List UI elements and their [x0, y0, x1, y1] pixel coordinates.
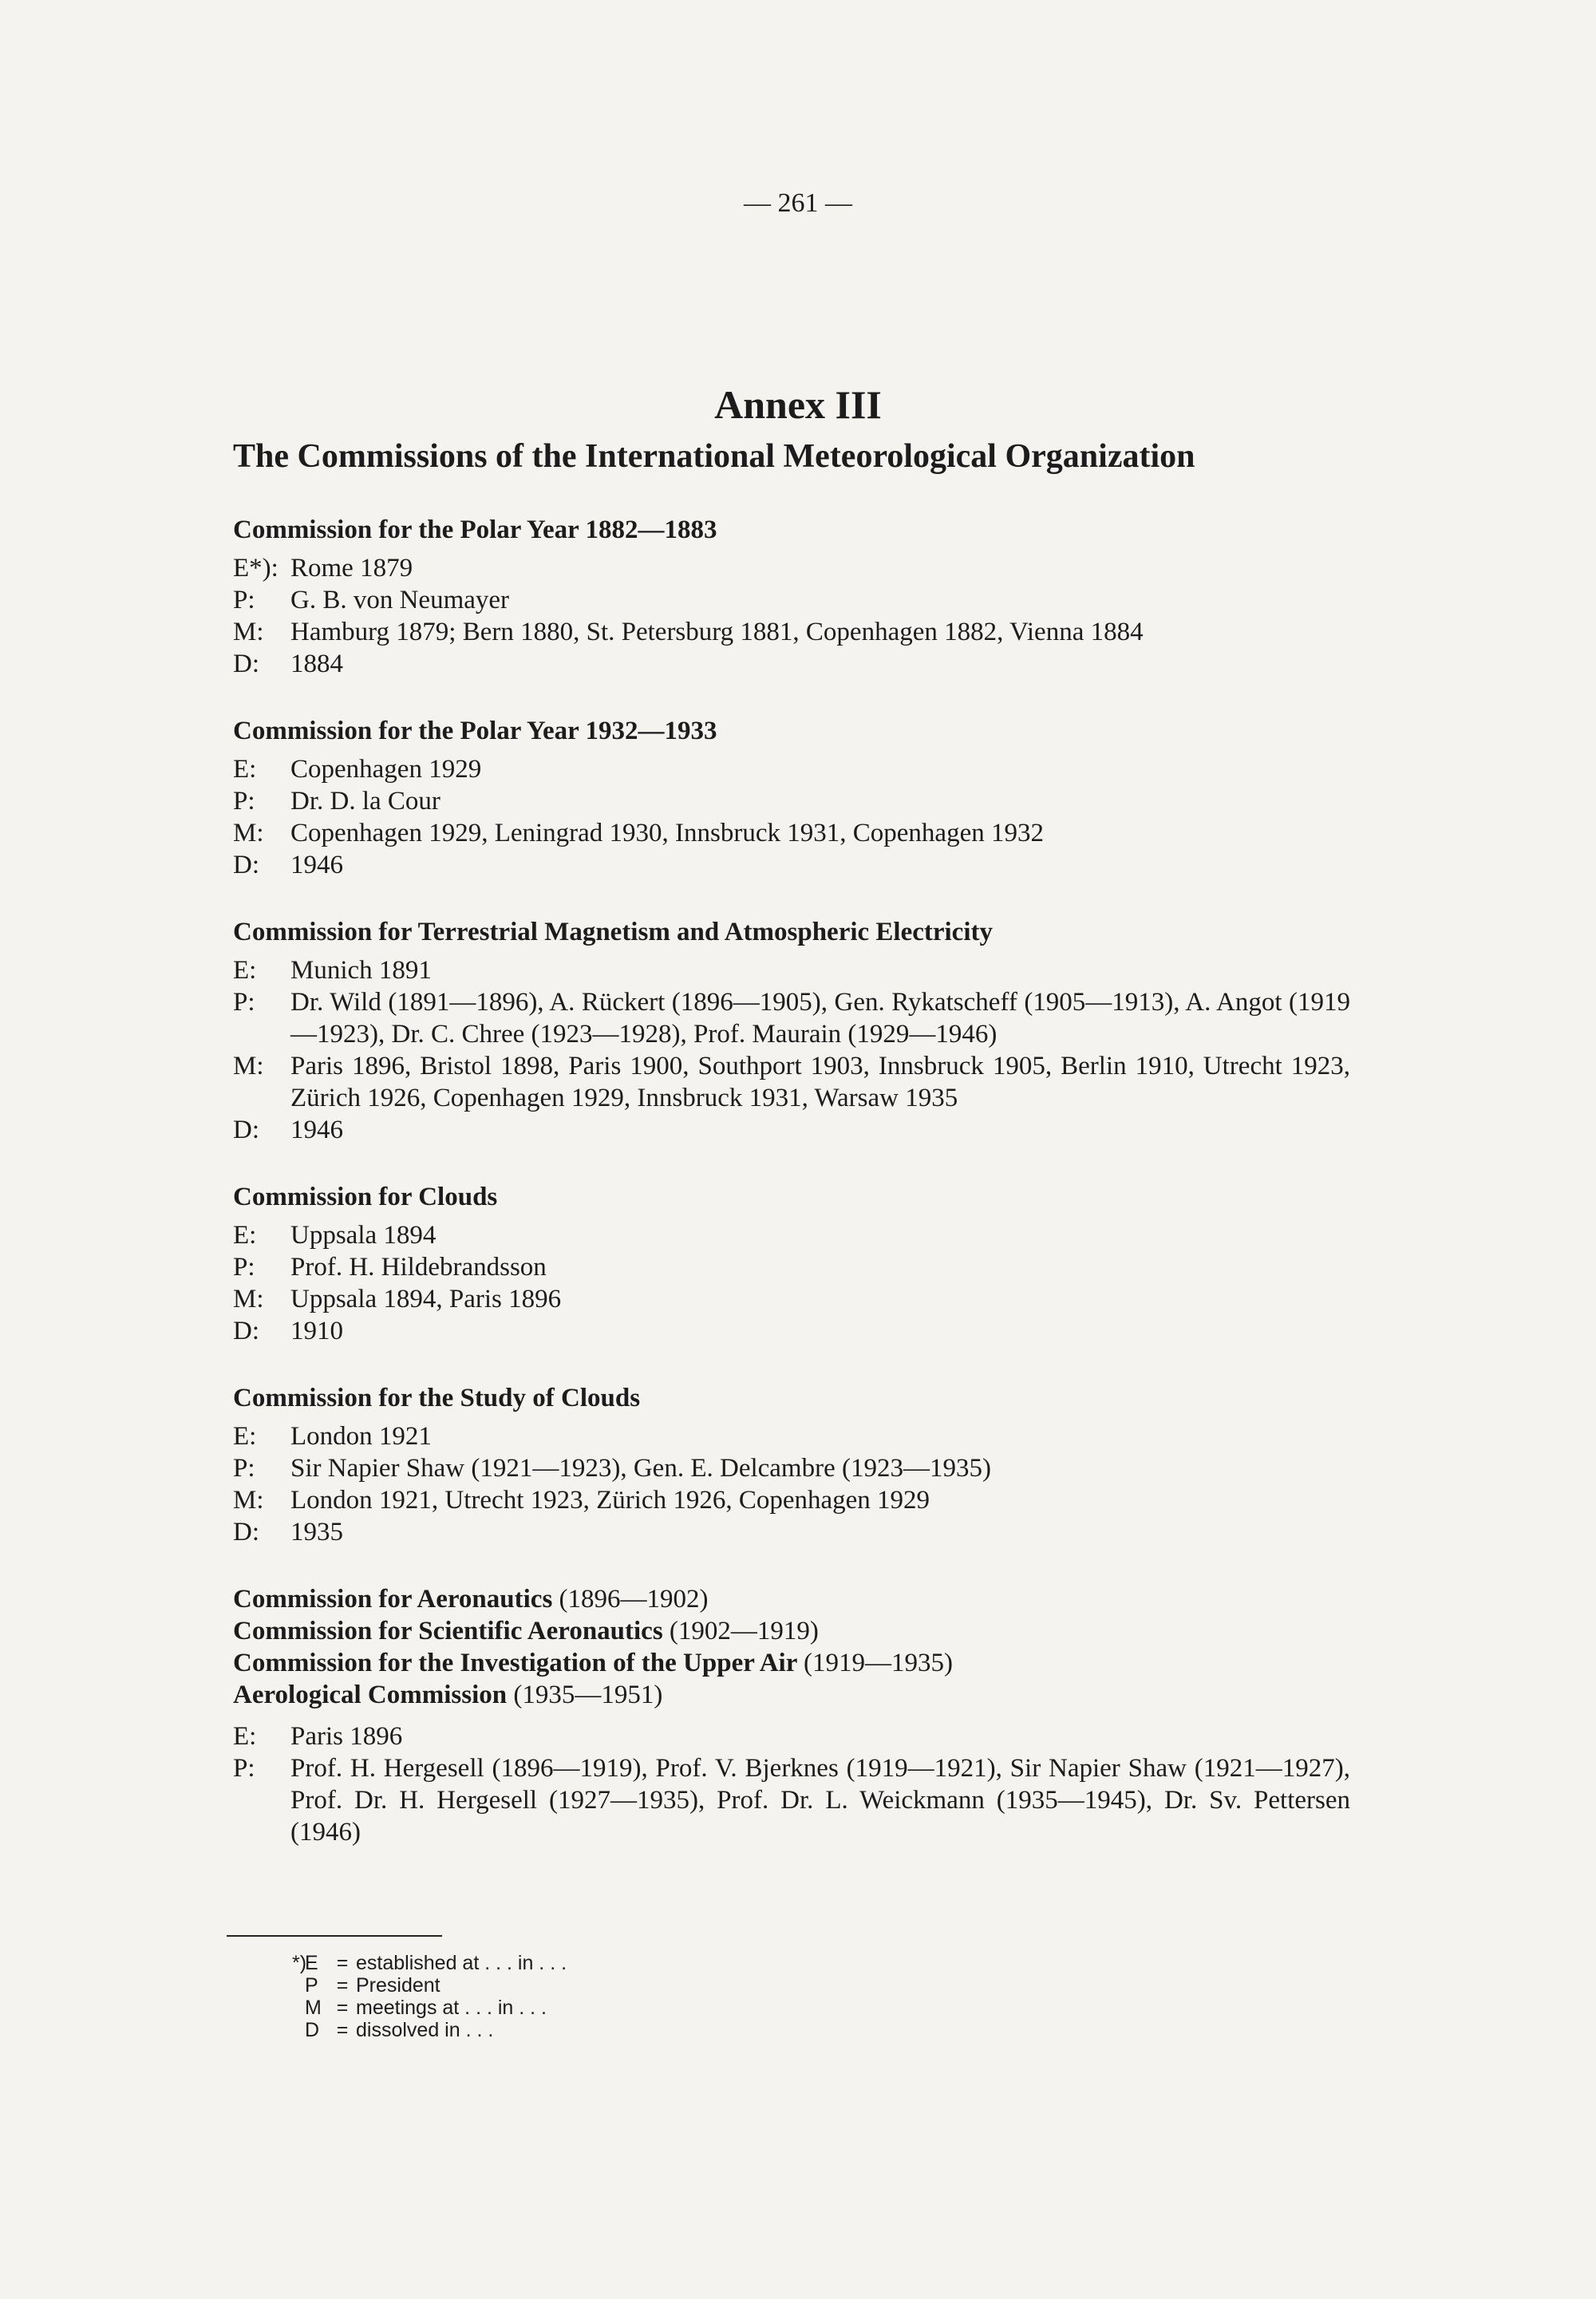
entry-president	[233, 986, 1350, 1050]
entry-president	[233, 1251, 1350, 1283]
heading-name: Commission for the Investigation of the Upper Air	[233, 1649, 797, 1677]
entry-established	[233, 954, 1350, 986]
entry-established	[233, 1420, 1350, 1452]
section-clouds	[233, 1181, 1350, 1347]
footnote-text: meetings at . . . in . . .	[356, 1997, 547, 2019]
footnotes	[292, 1952, 567, 2041]
entry-key: E:	[233, 1422, 257, 1451]
entry-established	[233, 1720, 1350, 1752]
footnote-equals: =	[336, 1997, 349, 2019]
heading-name: Commission for Scientific Aeronautics	[233, 1617, 663, 1645]
entry-key: P:	[233, 586, 255, 614]
footnote-equals: =	[336, 1974, 349, 1997]
entry-value: London 1921	[290, 1422, 432, 1451]
entry-value: Dr. D. la Cour	[290, 787, 440, 816]
entry-value: Uppsala 1894	[290, 1221, 437, 1250]
heading-name: Commission for Aeronautics	[233, 1585, 553, 1614]
entry-key: M:	[233, 1285, 264, 1313]
entry-key: E:	[233, 755, 257, 784]
entry-value: London 1921, Utrecht 1923, Zürich 1926, Copenhagen 1929	[290, 1486, 930, 1515]
section-study-of-clouds	[233, 1382, 1350, 1548]
entry-dissolved	[233, 648, 1350, 680]
entry-president	[233, 1452, 1350, 1484]
footnote-equals: =	[336, 1952, 349, 1974]
entry-key: D:	[233, 650, 259, 678]
entry-dissolved	[233, 1114, 1350, 1146]
entry-value: Copenhagen 1929	[290, 755, 482, 784]
heading-years: (1919—1935)	[804, 1649, 953, 1677]
section-heading	[233, 1679, 1350, 1711]
entry-value: 1884	[290, 650, 343, 678]
entry-established	[233, 1219, 1350, 1251]
entry-president	[233, 584, 1350, 616]
section-heading: Commission for the Study of Clouds	[233, 1384, 641, 1412]
footnote-text: President	[356, 1974, 440, 1997]
heading-years: (1902—1919)	[669, 1617, 819, 1645]
entry-value: Hamburg 1879; Bern 1880, St. Petersburg 1881, Copenhagen 1882, Vienna 1884	[290, 618, 1144, 646]
entry-key: P:	[233, 787, 255, 816]
entry-dissolved	[233, 849, 1350, 881]
section-heading	[233, 1583, 1350, 1615]
entry-value: 1946	[290, 1116, 343, 1144]
entry-value: Paris 1896	[290, 1722, 403, 1751]
entry-meetings	[233, 1283, 1350, 1315]
section-heading: Commission for Terrestrial Magnetism and Atmospheric Electricity	[233, 918, 993, 946]
footnote-row	[292, 1952, 567, 1974]
entry-key: D:	[233, 1518, 259, 1546]
footnote-key: D	[305, 2019, 320, 2041]
entry-dissolved	[233, 1315, 1350, 1347]
section-heading: Commission for the Polar Year 1932—1933	[233, 717, 717, 745]
footnote-key: E	[305, 1952, 318, 1974]
section-heading: Commission for Clouds	[233, 1183, 498, 1211]
heading-name: Aerological Commission	[233, 1681, 508, 1709]
footnote-row	[292, 2019, 567, 2041]
entry-president	[233, 1752, 1350, 1848]
entry-key: M:	[233, 1486, 264, 1515]
footnote-mark	[292, 2019, 305, 2041]
entry-key: M:	[233, 618, 264, 646]
entry-key: M:	[233, 1052, 264, 1080]
entry-value: Prof. H. Hildebrandsson	[290, 1253, 547, 1282]
entry-key: D:	[233, 1116, 259, 1144]
entry-key: E:	[233, 1221, 257, 1250]
entry-key: P:	[233, 1454, 255, 1483]
section-terrestrial-magnetism	[233, 916, 1350, 1146]
entry-value: Sir Napier Shaw (1921—1923), Gen. E. Delcambre (1923—1935)	[290, 1454, 991, 1483]
entry-meetings	[233, 1050, 1350, 1114]
heading-years: (1896—1902)	[559, 1585, 709, 1614]
entry-key: P:	[233, 988, 255, 1017]
entry-key: D:	[233, 1317, 259, 1345]
footnote-equals: =	[336, 2019, 349, 2041]
footnote-mark	[292, 1997, 305, 2019]
entry-key: P:	[233, 1754, 255, 1783]
entry-value: Copenhagen 1929, Leningrad 1930, Innsbruck 1931, Copenhagen 1932	[290, 819, 1044, 847]
section-polar-year-1882	[233, 514, 1350, 680]
page-number: — 261 —	[744, 188, 852, 218]
page-title: The Commissions of the International Meteorological Organization	[233, 438, 1195, 475]
entry-president	[233, 785, 1350, 817]
entry-key: D:	[233, 851, 259, 879]
heading-years: (1935—1951)	[513, 1681, 663, 1709]
commission-list	[233, 514, 1350, 1883]
entry-established	[233, 552, 1350, 584]
entry-value: Munich 1891	[290, 956, 432, 985]
entry-key: M:	[233, 819, 264, 847]
entry-value: 1946	[290, 851, 343, 879]
entry-value: 1935	[290, 1518, 343, 1546]
footnote-mark	[292, 1974, 305, 1997]
aerology-headings	[233, 1583, 1350, 1711]
section-heading	[233, 1647, 1350, 1679]
entry-key: E*):	[233, 554, 279, 583]
entry-value: G. B. von Neumayer	[290, 586, 510, 614]
entry-established	[233, 753, 1350, 785]
entry-dissolved	[233, 1516, 1350, 1548]
footnote-row	[292, 1997, 567, 2019]
footnote-key: P	[305, 1974, 318, 1997]
entry-key: E:	[233, 956, 257, 985]
footnote-mark: *)	[292, 1952, 307, 1974]
footnote-key: M	[305, 1997, 322, 2019]
annex-title: Annex III	[714, 382, 882, 427]
entry-meetings	[233, 1484, 1350, 1516]
entry-value: Prof. H. Hergesell (1896—1919), Prof. V. Bjerknes (1919—1921), Sir Napier Shaw (1921—1927), Prof. Dr. H. Hergesell (1927—1935), Prof. Dr. L. Weickmann (1935—1945), Dr. Sv. Pettersen (1946)	[290, 1754, 1350, 1847]
entry-value: Paris 1896, Bristol 1898, Paris 1900, Southport 1903, Innsbruck 1905, Berlin 1910, Utrecht 1923, Zürich 1926, Copenhagen 1929, Innsbruck 1931, Warsaw 1935	[290, 1052, 1350, 1112]
entry-value: 1910	[290, 1317, 343, 1345]
section-heading	[233, 1615, 1350, 1647]
section-heading: Commission for the Polar Year 1882—1883	[233, 515, 717, 544]
entry-meetings	[233, 817, 1350, 849]
entry-value: Uppsala 1894, Paris 1896	[290, 1285, 562, 1313]
footnote-divider	[227, 1935, 442, 1937]
entry-key: E:	[233, 1722, 257, 1751]
section-aerology	[233, 1583, 1350, 1848]
entry-key: P:	[233, 1253, 255, 1282]
entry-value: Rome 1879	[290, 554, 413, 583]
section-polar-year-1932	[233, 715, 1350, 881]
entry-value: Dr. Wild (1891—1896), A. Rückert (1896—1905), Gen. Rykatscheff (1905—1913), A. Angot (1919—1923), Dr. C. Chree (1923—1928), Prof. Maurain (1929—1946)	[290, 988, 1350, 1049]
entry-meetings	[233, 616, 1350, 648]
footnote-text: established at . . . in . . .	[356, 1952, 567, 1974]
footnote-row	[292, 1974, 567, 1997]
footnote-text: dissolved in . . .	[356, 2019, 494, 2041]
